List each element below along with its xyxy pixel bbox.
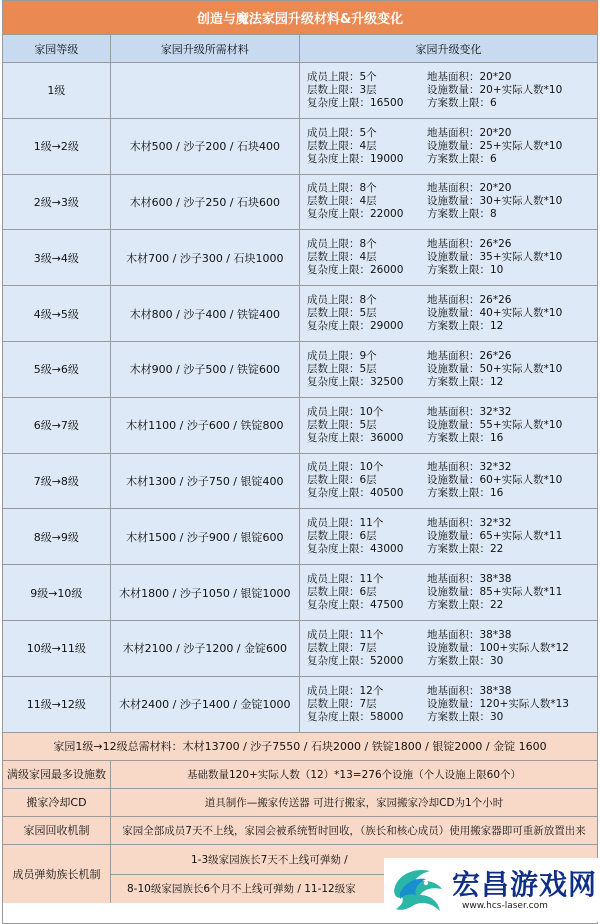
row-materials: 木材1500 / 沙子900 / 银锭600 (111, 509, 300, 564)
row-level: 7级→8级 (3, 454, 111, 509)
row-materials: 木材1100 / 沙子600 / 铁锭800 (111, 398, 300, 453)
row-level: 3级→4级 (3, 230, 111, 285)
change-right: 地基面积：26*26 (427, 238, 512, 251)
change-left: 成员上限：8个 (307, 238, 377, 251)
change-line (307, 406, 511, 419)
change-left: 层数上限：5层 (307, 362, 377, 375)
change-right: 设施数量：85+实际人数*11 (427, 586, 563, 599)
row-level: 11级→12级 (3, 677, 111, 732)
row-materials (111, 63, 300, 118)
change-line (307, 140, 562, 153)
change-right: 地基面积：38*38 (427, 573, 512, 586)
change-line (307, 195, 562, 208)
change-right: 方案数上限：16 (427, 431, 504, 444)
row-level: 10级→11级 (3, 621, 111, 676)
change-left: 复杂度上限：52000 (307, 654, 404, 667)
kick-line-2: 8-10级家园族长6个月不上线可弹劾 / 11-12级家 (111, 874, 597, 902)
change-left: 层数上限：3层 (307, 83, 377, 96)
change-right: 设施数量：35+实际人数*10 (427, 251, 563, 264)
row-changes (300, 175, 597, 230)
table-row (3, 565, 597, 621)
table-header (3, 35, 597, 63)
change-right: 地基面积：26*26 (427, 294, 512, 307)
change-right: 设施数量：120+实际人数*13 (427, 697, 569, 710)
table-row (3, 342, 597, 398)
row-materials: 木材500 / 沙子200 / 石块400 (111, 119, 300, 174)
change-right: 地基面积：20*20 (427, 126, 512, 139)
row-changes (300, 286, 597, 341)
kick-line-1: 1-3级家园族长7天不上线可弹劾 / (191, 854, 348, 867)
change-line (307, 698, 569, 711)
change-left: 复杂度上限：32500 (307, 375, 404, 388)
change-left: 复杂度上限：43000 (307, 543, 404, 556)
change-left: 成员上限：5个 (307, 126, 377, 139)
change-line (307, 711, 503, 724)
change-left: 成员上限：10个 (307, 461, 384, 474)
change-left: 层数上限：4层 (307, 251, 377, 264)
header-level: 家园等级 (3, 35, 111, 62)
change-right: 地基面积：32*32 (427, 405, 512, 418)
change-left: 成员上限：9个 (307, 349, 377, 362)
change-right: 设施数量：30+实际人数*10 (427, 195, 563, 208)
change-right: 设施数量：40+实际人数*10 (427, 307, 563, 320)
change-right: 方案数上限：30 (427, 710, 504, 723)
change-right: 地基面积：26*26 (427, 349, 512, 362)
change-line (307, 543, 503, 556)
change-left: 层数上限：6层 (307, 586, 377, 599)
row-level: 2级→3级 (3, 175, 111, 230)
row-materials: 木材700 / 沙子300 / 石块1000 (111, 230, 300, 285)
change-left: 复杂度上限：47500 (307, 599, 404, 612)
row-level: 8级→9级 (3, 509, 111, 564)
change-line (307, 97, 497, 110)
change-right: 设施数量：25+实际人数*10 (427, 139, 563, 152)
row-changes (300, 342, 597, 397)
row-changes (300, 565, 597, 620)
change-right: 方案数上限：22 (427, 599, 504, 612)
table-row (3, 621, 597, 677)
change-right: 设施数量：60+实际人数*10 (427, 474, 563, 487)
table-body (3, 63, 597, 733)
row-materials: 木材2400 / 沙子1400 / 金锭1000 (111, 677, 300, 732)
change-line (307, 642, 569, 655)
change-line (307, 586, 562, 599)
change-line (307, 376, 503, 389)
change-line (307, 517, 511, 530)
max-facilities-label: 满级家园最多设施数 (3, 761, 111, 788)
change-right: 方案数上限：12 (427, 375, 504, 388)
table-row (3, 509, 597, 565)
row-materials: 木材1800 / 沙子1050 / 银锭1000 (111, 565, 300, 620)
change-right: 方案数上限：6 (427, 152, 497, 165)
move-cd-row (3, 789, 597, 817)
row-changes (300, 621, 597, 676)
header-changes: 家园升级变化 (415, 42, 482, 56)
table-row (3, 398, 597, 454)
change-right: 方案数上限：8 (427, 208, 497, 221)
change-line (307, 350, 511, 363)
change-line (307, 264, 503, 277)
row-changes (300, 230, 597, 285)
logo-name: 宏昌游戏网 (452, 868, 598, 901)
change-line (307, 71, 511, 84)
change-right: 设施数量：55+实际人数*10 (427, 418, 563, 431)
total-materials: 家园1级→12级总需材料：木材13700 / 沙子7550 / 石块2000 / 铁锭1800 / 银锭2000 / 金锭 1600 (3, 733, 597, 761)
change-line (307, 153, 497, 166)
change-left: 层数上限：7层 (307, 641, 377, 654)
header-materials: 家园升级所需材料 (111, 35, 300, 62)
change-line (307, 655, 503, 668)
row-changes (300, 509, 597, 564)
change-left: 层数上限：7层 (307, 697, 377, 710)
change-line (307, 599, 503, 612)
max-facilities-value: 基础数量120+实际人数（12）*13=276个设施（个人设施上限60个） (186, 768, 521, 781)
change-line (307, 685, 511, 698)
row-level: 1级 (3, 63, 111, 118)
change-line (307, 573, 511, 586)
change-line (307, 238, 511, 251)
change-line (307, 320, 503, 333)
change-line (307, 251, 562, 264)
change-right: 设施数量：65+实际人数*11 (427, 530, 563, 543)
change-left: 层数上限：5层 (307, 418, 377, 431)
row-materials: 木材900 / 沙子500 / 铁锭600 (111, 342, 300, 397)
change-left: 层数上限：6层 (307, 530, 377, 543)
change-left: 复杂度上限：22000 (307, 208, 404, 221)
site-logo[interactable] (384, 858, 598, 922)
recycle-row (3, 817, 597, 845)
row-materials: 木材800 / 沙子400 / 铁锭400 (111, 286, 300, 341)
change-right: 方案数上限：12 (427, 320, 504, 333)
change-line (307, 127, 511, 140)
change-left: 复杂度上限：36000 (307, 431, 404, 444)
change-left: 层数上限：4层 (307, 195, 377, 208)
change-line (307, 530, 562, 543)
row-changes (300, 119, 597, 174)
upgrade-table (2, 0, 598, 924)
change-right: 方案数上限：16 (427, 487, 504, 500)
table-row (3, 63, 597, 119)
change-left: 成员上限：12个 (307, 684, 384, 697)
row-materials: 木材600 / 沙子250 / 石块600 (111, 175, 300, 230)
row-level: 6级→7级 (3, 398, 111, 453)
change-right: 方案数上限：6 (427, 96, 497, 109)
table-row (3, 454, 597, 510)
change-right: 设施数量：50+实际人数*10 (427, 362, 563, 375)
change-left: 层数上限：5层 (307, 307, 377, 320)
change-left: 成员上限：8个 (307, 294, 377, 307)
change-left: 层数上限：4层 (307, 139, 377, 152)
table-row (3, 230, 597, 286)
change-left: 复杂度上限：29000 (307, 320, 404, 333)
row-level: 1级→2级 (3, 119, 111, 174)
change-right: 设施数量：100+实际人数*12 (427, 641, 569, 654)
change-right: 设施数量：20+实际人数*10 (427, 83, 563, 96)
change-right: 方案数上限：10 (427, 264, 504, 277)
change-line (307, 84, 562, 97)
row-level: 4级→5级 (3, 286, 111, 341)
table-row (3, 175, 597, 231)
change-left: 复杂度上限：40500 (307, 487, 404, 500)
change-right: 地基面积：20*20 (427, 70, 512, 83)
change-right: 地基面积：20*20 (427, 182, 512, 195)
change-left: 复杂度上限：58000 (307, 710, 404, 723)
table-row (3, 286, 597, 342)
change-line (307, 432, 503, 445)
change-line (307, 307, 562, 320)
table-title: 创造与魔法家园升级材料&升级变化 (3, 1, 597, 35)
change-right: 方案数上限：22 (427, 543, 504, 556)
change-line (307, 419, 562, 432)
recycle-value: 家园全部成员7天不上线，家园会被系统暂时回收，（族长和核心成员）使用搬家器即可重新放置出来 (122, 824, 586, 837)
change-right: 地基面积：38*38 (427, 628, 512, 641)
logo-url: www.hcs-laser.com (462, 901, 548, 911)
change-line (307, 363, 562, 376)
max-facilities-row (3, 761, 597, 789)
change-line (307, 294, 511, 307)
change-right: 地基面积：32*32 (427, 461, 512, 474)
change-left: 成员上限：11个 (307, 628, 384, 641)
row-changes (300, 677, 597, 732)
row-changes (300, 398, 597, 453)
row-changes (300, 63, 597, 118)
table-row (3, 119, 597, 175)
change-line (307, 208, 497, 221)
row-materials: 木材2100 / 沙子1200 / 金锭600 (111, 621, 300, 676)
change-left: 成员上限：5个 (307, 70, 377, 83)
row-level: 9级→10级 (3, 565, 111, 620)
change-right: 地基面积：32*32 (427, 517, 512, 530)
recycle-label: 家园回收机制 (3, 817, 111, 844)
change-left: 复杂度上限：26000 (307, 264, 404, 277)
change-left: 复杂度上限：16500 (307, 96, 404, 109)
change-line (307, 629, 511, 642)
change-line (307, 487, 503, 500)
row-changes (300, 454, 597, 509)
change-line (307, 182, 511, 195)
row-materials: 木材1300 / 沙子750 / 银锭400 (111, 454, 300, 509)
change-left: 成员上限：11个 (307, 573, 384, 586)
change-line (307, 461, 511, 474)
table-row (3, 677, 597, 733)
change-left: 成员上限：10个 (307, 405, 384, 418)
move-cd-value: 道具制作—搬家传送器 可进行搬家，家园搬家冷却CD为1个小时 (204, 796, 504, 809)
change-line (307, 474, 562, 487)
change-right: 地基面积：38*38 (427, 684, 512, 697)
change-left: 成员上限：8个 (307, 182, 377, 195)
change-left: 复杂度上限：19000 (307, 152, 404, 165)
move-cd-label: 搬家冷却CD (3, 789, 111, 816)
kick-label: 成员弹劾族长机制 (3, 845, 111, 903)
change-left: 成员上限：11个 (307, 517, 384, 530)
change-right: 方案数上限：30 (427, 654, 504, 667)
row-level: 5级→6级 (3, 342, 111, 397)
change-left: 层数上限：6层 (307, 474, 377, 487)
dragon-logo-icon (386, 861, 448, 919)
